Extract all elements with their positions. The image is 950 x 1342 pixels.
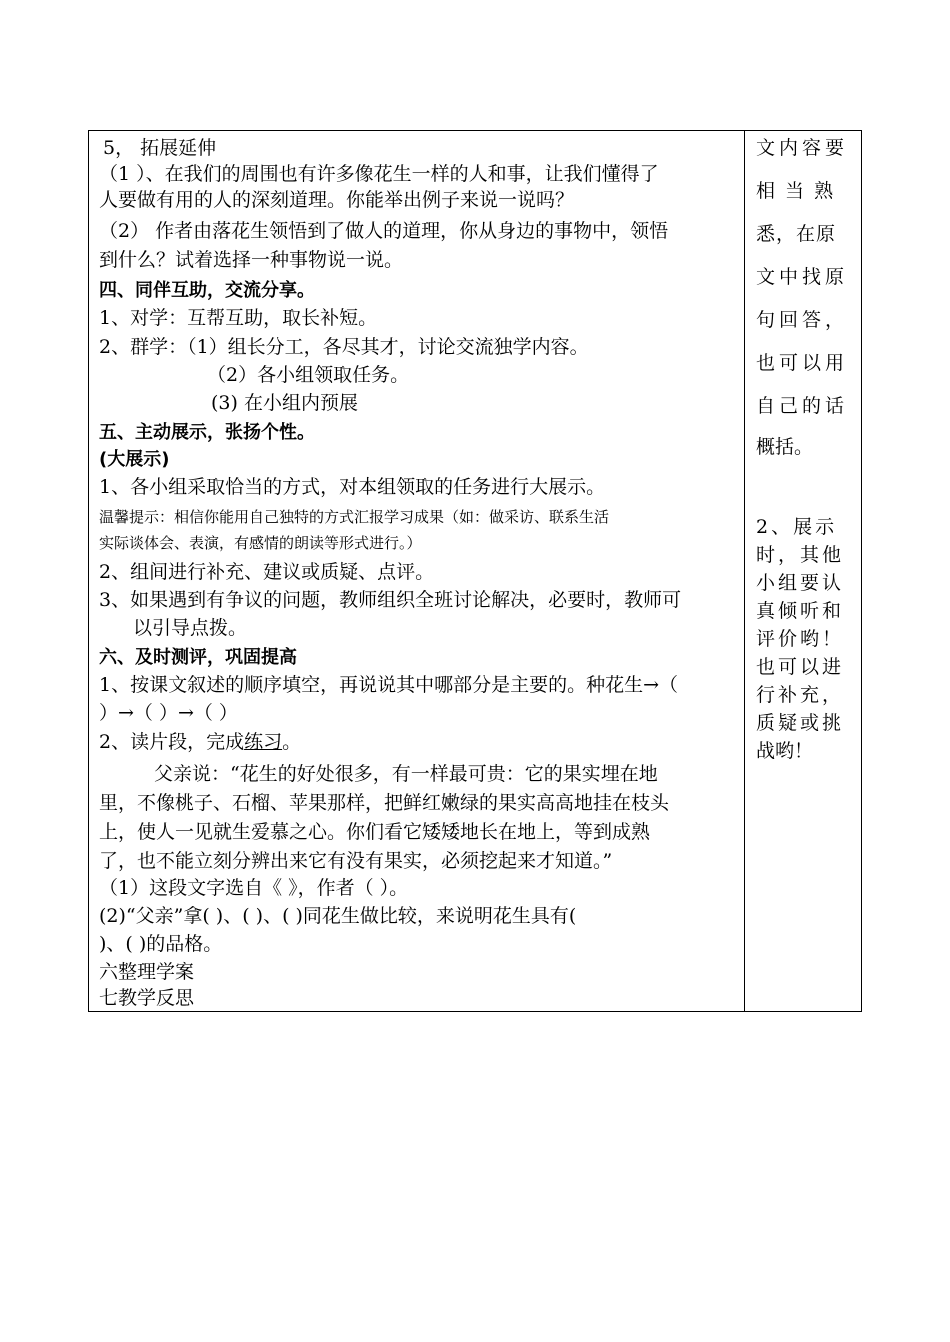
tip-line: 实际谈体会、表演，有感情的朗读等形式进行。）	[99, 534, 422, 552]
section-5-heading: 5， 拓展延伸	[103, 137, 217, 159]
section-6-heading: 六、及时测评，巩固提高	[99, 647, 297, 668]
note-line: 小组要认	[756, 572, 845, 594]
note-line: 悉，在原	[756, 223, 837, 245]
lesson-plan-table	[88, 130, 862, 1012]
text-line	[99, 729, 301, 755]
text-line: (3) 在小组内预展	[211, 392, 358, 414]
section-heading: 七教学反思	[99, 987, 195, 1009]
passage-line: 了，也不能立刻分辨出来它有没有果实，必须挖起来才知道。”	[99, 850, 613, 872]
note-line: 时，其他	[756, 544, 845, 566]
note-line: 句回答，	[756, 309, 849, 331]
note-line: 战哟！	[756, 740, 814, 762]
section-5-heading-2: 五、主动展示，张扬个性。	[99, 422, 315, 443]
exercise-link: 练习	[244, 731, 283, 753]
section-4-heading: 四、同伴互助，交流分享。	[99, 280, 315, 301]
note-line: 真倾听和	[756, 600, 845, 622]
note-line: 2、展示	[756, 516, 838, 538]
note-line: 文内容要	[756, 137, 849, 159]
column-divider	[744, 131, 745, 1011]
text-line: 到什么？试着选择一种事物说一说。	[99, 249, 404, 271]
text-line: 1、各小组采取恰当的方式，对本组领取的任务进行大展示。	[99, 476, 606, 498]
subheading: (大展示)	[99, 449, 170, 470]
tip-line: 温馨提示：相信你能用自己独特的方式汇报学习成果（如：做采访、联系生活	[99, 508, 610, 526]
text-line: （2） 作者由落花生领悟到了做人的道理，你从身边的事物中，领悟	[99, 220, 669, 242]
passage-line: 父亲说：“花生的好处很多，有一样最可贵：它的果实埋在地	[154, 763, 658, 785]
text-line: 2、组间进行补充、建议或质疑、点评。	[99, 561, 435, 583]
passage-line: 里，不像桃子、石榴、苹果那样，把鲜红嫩绿的果实高高地挂在枝头	[99, 792, 670, 814]
text-line: （1 ）、在我们的周围也有许多像花生一样的人和事，让我们懂得了	[99, 163, 659, 185]
note-line: 自己的话	[756, 395, 849, 417]
note-line: 也可以进	[756, 656, 845, 678]
text-line: 1、对学：互帮互助，取长补短。	[99, 307, 378, 329]
text-span: 2、读片段，完成	[99, 731, 245, 753]
question-line: (2)“父亲”拿( )、( )、( )同花生做比较，来说明花生具有(	[99, 905, 577, 927]
question-line: )、( )的品格。	[99, 933, 223, 955]
note-line: 质疑或挑	[756, 712, 845, 734]
note-line: 行补充，	[756, 684, 845, 706]
section-heading: 六整理学案	[99, 961, 195, 983]
text-line: 2、群学：（1）组长分工，各尽其才，讨论交流独学内容。	[99, 336, 589, 358]
text-line: 1、按课文叙述的顺序填空，再说说其中哪部分是主要的。种花生→（	[99, 674, 679, 696]
note-line: 文中找原	[756, 266, 849, 288]
text-line: 3、如果遇到有争议的问题，教师组织全班讨论解决，必要时，教师可	[99, 589, 682, 611]
text-line: 以引导点拨。	[133, 617, 248, 639]
question-line: （1）这段文字选自《 》，作者（ ）。	[99, 877, 409, 899]
text-line: （2）各小组领取任务。	[207, 364, 410, 386]
passage-line: 上，使人一见就生爱慕之心。你们看它矮矮地长在地上，等到成熟	[99, 821, 651, 843]
note-line: 相 当 熟	[756, 180, 836, 202]
text-line: 人要做有用的人的深刻道理。你能举出例子来说一说吗？	[99, 189, 575, 211]
note-line: 概括。	[756, 436, 814, 458]
note-line: 也可以用	[756, 352, 849, 374]
text-span: 。	[282, 731, 302, 753]
blank-line: ）→（ ）→（ ）	[99, 702, 238, 724]
note-line: 评价哟！	[756, 628, 845, 650]
